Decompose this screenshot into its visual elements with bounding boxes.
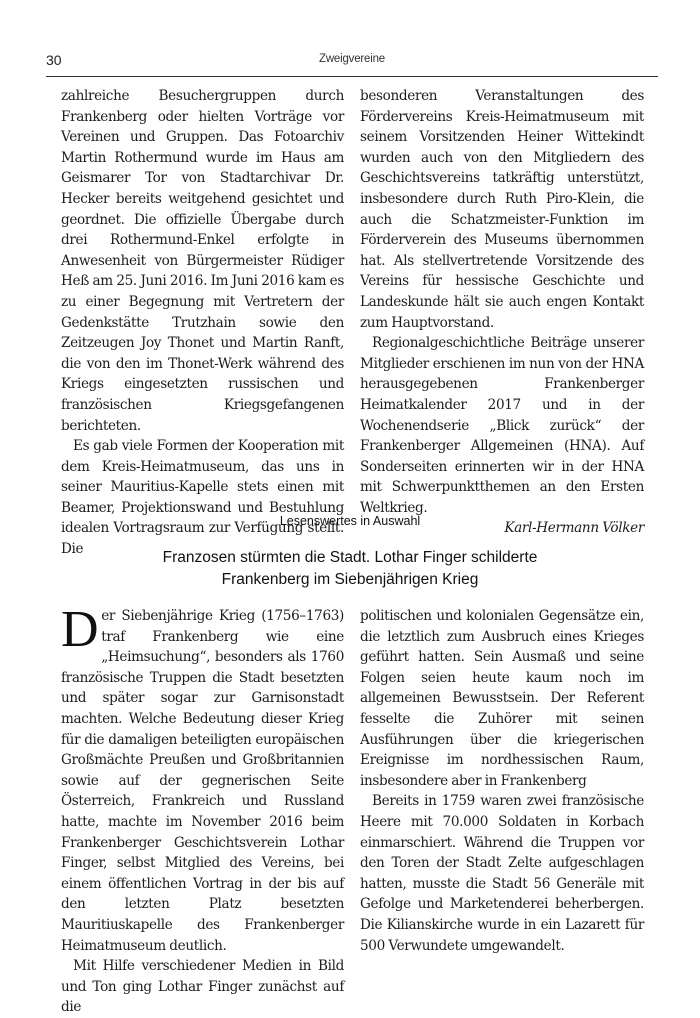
article-title-line-1: Franzosen stürmten die Stadt. Lothar Finger schilderte (162, 549, 538, 566)
paragraph: Mit Hilfe verschiedener Medien in Bild und Ton ging Lothar Finger zunächst auf die (61, 958, 344, 1016)
author-signature: Karl-Hermann Völker (504, 520, 644, 537)
section-label: Lesenswertes in Auswahl (279, 514, 421, 528)
drop-cap: D (61, 601, 99, 658)
paragraph: Regionalgeschichtliche Beiträge unserer Mitglieder erschienen im nun von der HNA herausgegebenen Frankenberger Heimatkalender 2017 und in der Wochenendserie „Blick zurück“ der Frankenberger Allgemeinen (HNA). Auf Sonderseiten erinnerten wir in der HNA mit Schwerpunktthemen an den Ersten Weltkrieg. (360, 335, 644, 516)
paragraph (61, 601, 344, 956)
article-title-line-2: Frankenberg im Siebenjährigen Krieg (221, 571, 479, 588)
paragraph: zahlreiche Besuchergruppen durch Frankenberg oder hielten Vorträge vor Vereinen und Gruppen. Das Fotoarchiv Martin Rothermund wurde im Haus am Geismarer Tor von Stadtarchivar Dr. Hecker bereits weitgehend gesichtet und geordnet. Die offizielle Übergabe durch drei Rothermund-Enkel erfolgte in Anwesenheit von Bürgermeister Rüdiger Heß am 25. Juni 2016. Im Juni 2016 kam es zu einer Begegnung mit Vertretern der Gedenkstätte Trutzhain sowie den Zeitzeugen Joy Thonet und Martin Ranft, die von den im Thonet-Werk während des Kriegs eingesetzten russischen und französischen Kriegsgefangenen berichteten. (61, 88, 344, 434)
paragraph-text: er Siebenjährige Krieg (1756–1763) traf Frankenberg wie eine „Heimsuchung“, besonders als 1760 französische Truppen die Stadt besetzten und später sogar zur Garnisonstadt machten. Welche Bedeutung dieser Krieg für die damaligen beteiligten europäischen Großmächte Preußen und Großbritannien sowie auf der gegnerischen Seite Österreich, Frankreich und Russland hatte, machte im November 2016 beim Frankenberger Geschichtsverein Lothar Finger, selbst Mitglied des Vereins, bei einem öffentlichen Vortrag in der bis auf den letzten Platz besetzten Mauritiuskapelle des Frankenberger Heimatmuseum deutlich. (61, 608, 344, 954)
top-right-column (360, 86, 644, 539)
page-number: 30 (46, 52, 62, 68)
paragraph: Bereits in 1759 waren zwei französische Heere mit 70.000 Soldaten in Korbach einmarschiert. Während die Truppen vor den Toren der Stadt Zelte aufgeschlagen hatten, musste die Stadt 56 Generäle mit Gefolge und Marketenderei beherbergen. Die Kilianskirche wurde in ein Lazarett für 500 Verwundete umgewandelt. (360, 793, 644, 954)
running-head: Zweigvereine (319, 53, 385, 65)
page-header (46, 48, 658, 78)
top-left-column (61, 86, 344, 560)
article-left-column (61, 601, 344, 1018)
article-right-column (360, 606, 644, 956)
paragraph: Es gab viele Formen der Kooperation mit dem Kreis-Heimatmuseum, das uns in seiner Mauritius-Kapelle stets einen mit Beamer, Projektionswand und Bestuhlung idealen Vortragsraum zur Verfügung stellt. Die (61, 438, 344, 558)
article-title (0, 547, 700, 591)
paragraph: politischen und kolonialen Gegensätze ein, die letztlich zum Ausbruch eines Krieges geführt hatten. Sein Ausmaß und seine Folgen seien heute kaum noch im allgemeinen Bewusstsein. Der Referent fesselte die Zuhörer mit seinen Ausführungen über die kriegerischen Ereignisse im nordhessischen Raum, insbesondere aber in Frankenberg (360, 608, 644, 789)
paragraph: besonderen Veranstaltungen des Fördervereins Kreis-Heimatmuseum mit seinem Vorsitzenden Heiner Wittekindt wurden auch von den Mitgliedern des Geschichtsvereins tatkräftig unterstützt, insbesondere durch Ruth Piro-Klein, die auch die Schatzmeister-Funktion im Förderverein des Museums übernommen hat. Als stellvertretende Vorsitzende des Vereins für hessische Geschichte und Landeskunde hält sie auch engen Kontakt zum Hauptvorstand. (360, 88, 644, 331)
header-rule (46, 76, 658, 77)
